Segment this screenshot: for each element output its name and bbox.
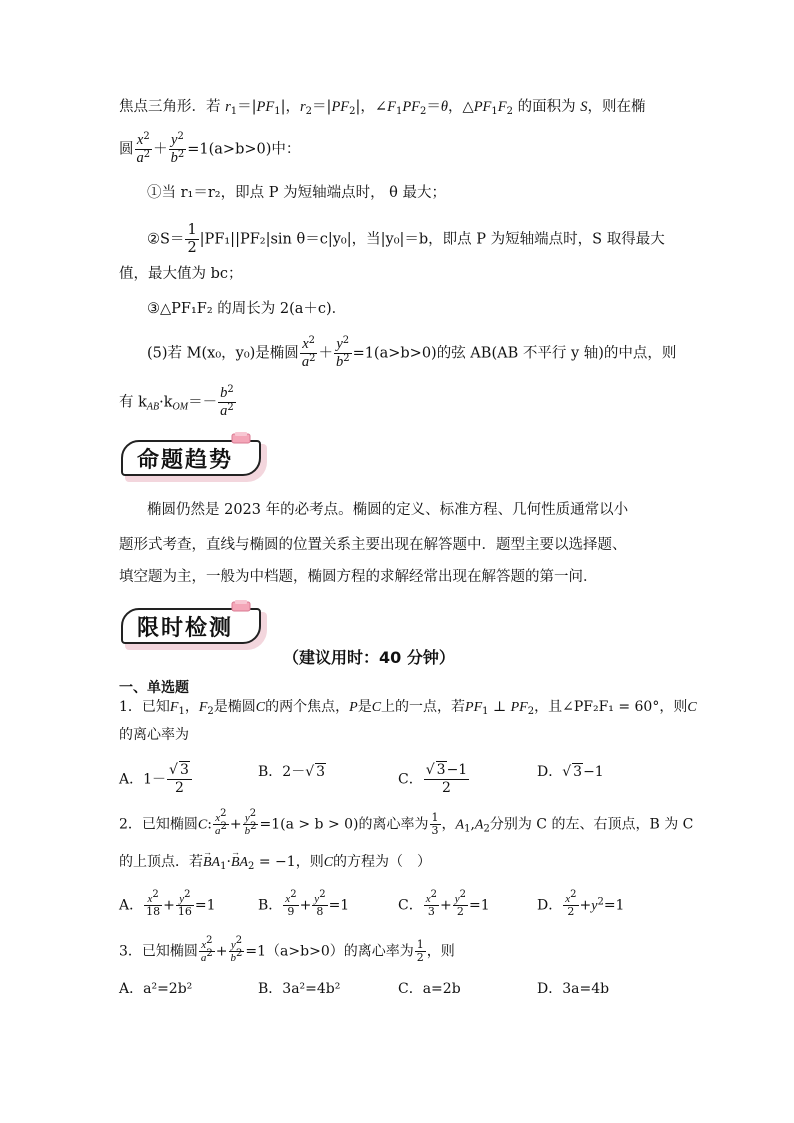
section-banner-trend xyxy=(121,440,267,482)
theory-item-3: ③△PF₁F₂ 的周长为 2(a＋c)． xyxy=(147,301,347,317)
suggested-time: （建议用时：40 分钟） xyxy=(283,648,455,667)
theory-line-1: 焦点三角形．若 $r_1=|PF_1|$，$r_2=|PF_2|$，$\angle F_1PF_2=\theta$，$\triangle PF_1F_2$ 的面积为 S，则在椭 xyxy=(119,99,646,117)
q2-option-b[interactable]: B． $\frac{x^2}{9}$ + $\frac{y^2}{8}$ =1 xyxy=(258,889,350,918)
q3-option-a[interactable]: A．a²=2b² xyxy=(119,981,193,997)
q2-stem-line-1: 2．已知椭圆C: $\frac{x^2}{a^2}$ + $\frac{y^2}{b^2}$ =1(a > b > 0)的离心率为 $\frac{1}{3}$ ，$A_1,A_2$分别为 C 的左、右顶点，B 为 C xyxy=(119,808,694,837)
q1-stem-line-1: 1．已知$F_1$，$F_2$是椭圆C的两个焦点，P是C上的一点，若$PF_1$ ⊥ $PF_2$，且∠PF₂F₁ = 60°，则C xyxy=(119,699,697,717)
q1-option-b[interactable]: B．2－√ 3 xyxy=(258,764,326,780)
theory-item-2-cont: 值，最大值为 bc； xyxy=(119,266,243,282)
theory-item-5-cont: 有 $k_{AB}\cdot k_{OM}=-$ $\frac{b^2}{a^2}$ xyxy=(119,384,234,419)
q2-option-d[interactable]: D． $\frac{x^2}{2}$ $+y^2=1$ xyxy=(537,889,625,918)
q3-option-b[interactable]: B．3a²=4b² xyxy=(258,981,341,997)
question-type-heading: 一、单选题 xyxy=(119,680,189,696)
fraction-x2-a2: $\frac{x^2}{a^2}$ xyxy=(136,131,151,166)
q2-option-a[interactable]: A． $\frac{x^2}{18}$ + $\frac{y^2}{16}$ =1 xyxy=(119,889,216,918)
section-title-trend: 命题趋势 xyxy=(137,448,234,473)
trend-paragraph-line-3: 填空题为主，一般为中档题，椭圆方程的求解经常出现在解答题的第一问． xyxy=(119,569,598,585)
theory-item-5: (5)若 M(x₀，y₀)是椭圆 $\frac{x^2}{a^2}$ ＋ $\frac{y^2}{b^2}$ =1(a>b>0)的弦 AB(AB 不平行 y 轴)的中点，则 xyxy=(147,335,677,370)
q3-stem: 3．已知椭圆 $\frac{x^2}{a^2}$ + $\frac{y^2}{b^2}$ =1（a>b>0）的离心率为 $\frac{1}{2}$ ，则 xyxy=(119,935,455,964)
paperclip-icon xyxy=(231,432,251,446)
section-title-test: 限时检测 xyxy=(137,616,234,641)
q1-option-c[interactable]: C． $\frac{√ 3-1}{2}$ xyxy=(398,762,468,796)
section-banner-test xyxy=(121,608,267,650)
q2-stem-line-2: 的上顶点．若→ $BA_1\cdot\to BA_2 = -1$，则C的方程为（ ） xyxy=(119,852,431,873)
theory-line-2: 圆 $\frac{x^2}{a^2}$ ＋ $\frac{y^2}{b^2}$ =1(a>b>0)中： xyxy=(119,131,301,166)
fraction-half: $\frac{1}{2}$ xyxy=(187,222,197,256)
q1-option-d[interactable]: D．√ 3−1 xyxy=(537,764,604,780)
fraction-y2-b2: $\frac{y^2}{b^2}$ xyxy=(170,131,185,166)
paperclip-icon xyxy=(231,600,251,614)
q2-option-c[interactable]: C． $\frac{x^2}{3}$ + $\frac{y^2}{2}$ =1 xyxy=(398,889,490,918)
q3-option-d[interactable]: D．3a=4b xyxy=(537,981,610,997)
q3-option-c[interactable]: C．a=2b xyxy=(398,981,461,997)
trend-paragraph-line-1: 椭圆仍然是 2023 年的必考点。椭圆的定义、标准方程、几何性质通常以小 xyxy=(147,502,629,518)
trend-paragraph-line-2: 题形式考查，直线与椭圆的位置关系主要出现在解答题中．题型主要以选择题、 xyxy=(119,537,627,553)
q1-stem-line-2: 的离心率为 xyxy=(119,727,189,743)
q1-option-a[interactable]: A．1－ $\frac{√ 3}{2}$ xyxy=(119,762,193,797)
theory-item-2: ②S＝ $\frac{1}{2}$ |PF₁||PF₂|sin θ＝c|y₀|，当|y₀|＝b，即点 P 为短轴端点时，S 取得最大 xyxy=(147,222,665,256)
theory-item-1: ①当 r₁＝r₂，即点 P 为短轴端点时， θ 最大； xyxy=(147,185,447,201)
